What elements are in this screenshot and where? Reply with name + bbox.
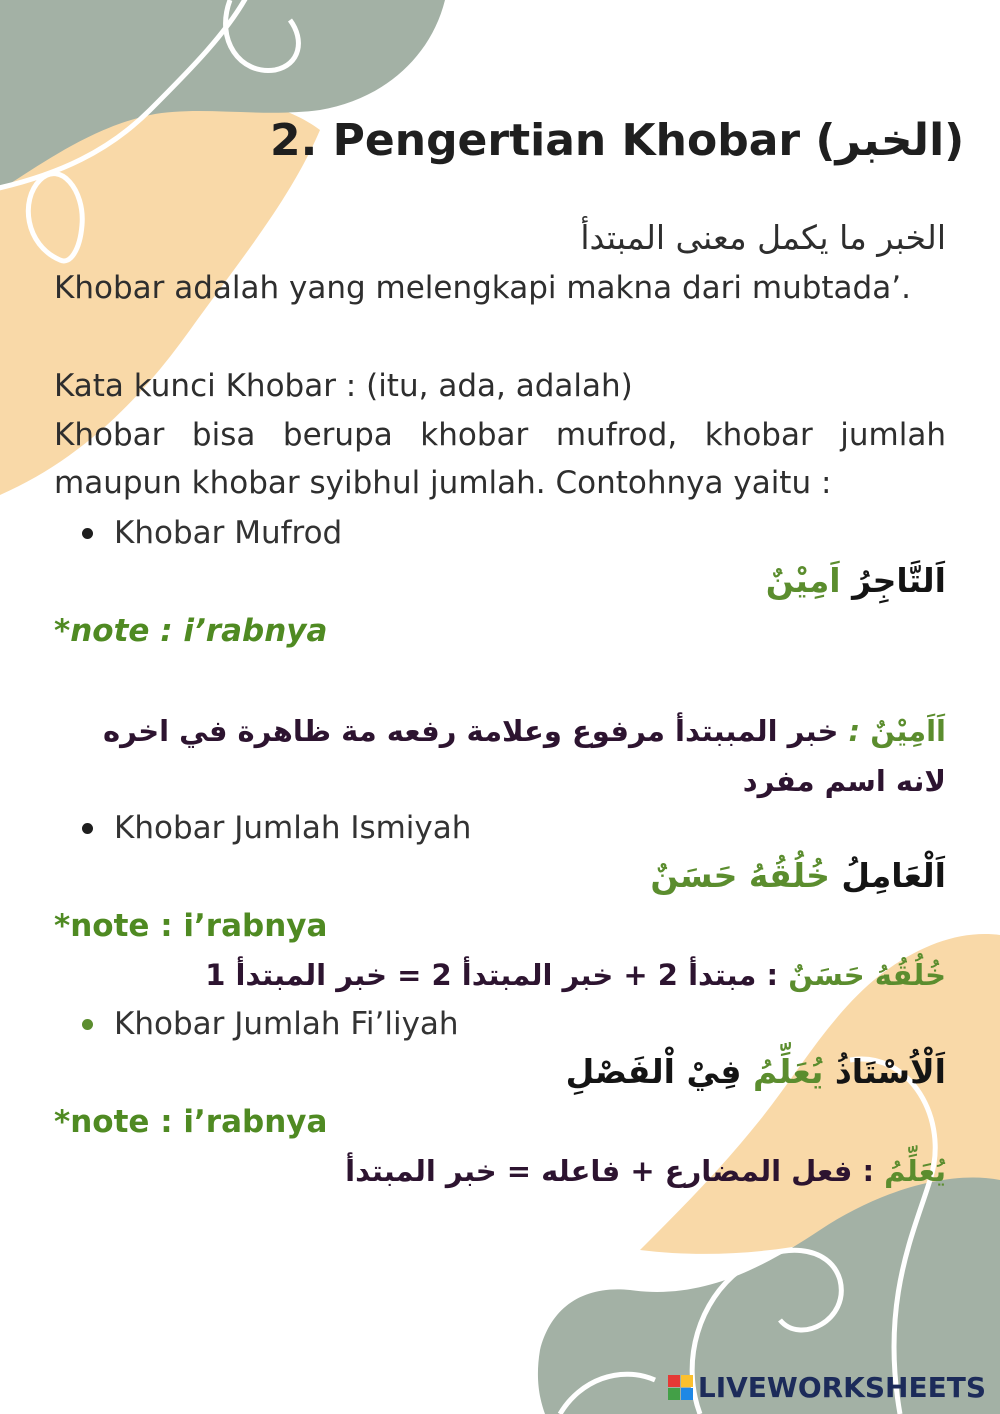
note-label: *note : i’rabnya xyxy=(54,908,328,944)
example-ismiyah xyxy=(650,852,946,900)
bullet-khobar-mufrod: Khobar Mufrod xyxy=(114,515,343,551)
bullet-dot xyxy=(82,823,93,834)
types-text: Khobar bisa berupa khobar mufrod, khobar jumlah maupun khobar syibhul jumlah. Contohnya yaitu : xyxy=(54,417,946,501)
irab-filiyah xyxy=(345,1146,946,1196)
example-khobar: اَمِيْنٌ xyxy=(765,561,841,600)
example-mufrod xyxy=(766,557,946,605)
example-mubtada: اَلْاُسْتَاذُ xyxy=(834,1052,946,1091)
example-rest: فِيْ اْلفَصْلِ xyxy=(565,1052,742,1091)
watermark-text: LIVEWORKSHEETS xyxy=(697,1371,986,1404)
irab-separator: : xyxy=(838,714,871,748)
irab-ismiyah xyxy=(205,950,946,1000)
irab-text: : فعل المضارع + فاعله = خبر المبتدأ xyxy=(345,1154,885,1188)
example-filiyah xyxy=(566,1048,946,1096)
bullet-khobar-jumlah-ismiyah: Khobar Jumlah Ismiyah xyxy=(114,810,472,846)
bullet-khobar-jumlah-filiyah: Khobar Jumlah Fi’liyah xyxy=(114,1006,459,1042)
irab-word: خُلُقُهُ حَسَنٌ xyxy=(788,958,946,992)
page-title: 2. Pengertian Khobar (الخبر) xyxy=(270,115,965,166)
note-label: *note : i’rabnya xyxy=(54,613,328,649)
liveworksheets-logo-icon xyxy=(668,1375,694,1401)
example-mubtada: اَلتَّاجِرُ xyxy=(852,561,946,600)
irab-word: يُعَلِّمُ xyxy=(884,1154,946,1188)
keywords-text: Kata kunci Khobar : (itu, ada, adalah) xyxy=(54,368,633,404)
definition-arabic: الخبر ما يكمل معنى المبتدأ xyxy=(580,218,946,257)
irab-text: خبر المببتدأ مرفوع وعلامة رفعه مة ظاهرة في اخره لانه اسم مفرد xyxy=(103,714,946,798)
liveworksheets-watermark xyxy=(668,1371,986,1404)
example-khobar: يُعَلِّمُ xyxy=(752,1052,824,1091)
example-mubtada: اَلْعَامِلُ xyxy=(841,856,946,895)
definition-text: Khobar adalah yang melengkapi makna dari mubtada’. xyxy=(54,270,911,306)
bullet-dot xyxy=(82,1019,93,1030)
example-khobar: خُلُقُهُ حَسَنٌ xyxy=(650,856,830,895)
irab-word: اَاَمِيْنٌ xyxy=(870,714,946,748)
note-label: *note : i’rabnya xyxy=(54,1104,328,1140)
irab-text: : مبتدأ 2 + خبر المبتدأ 2 = خبر المبتدأ 1 xyxy=(205,958,789,992)
irab-mufrod xyxy=(54,706,946,806)
bullet-dot xyxy=(82,528,93,539)
